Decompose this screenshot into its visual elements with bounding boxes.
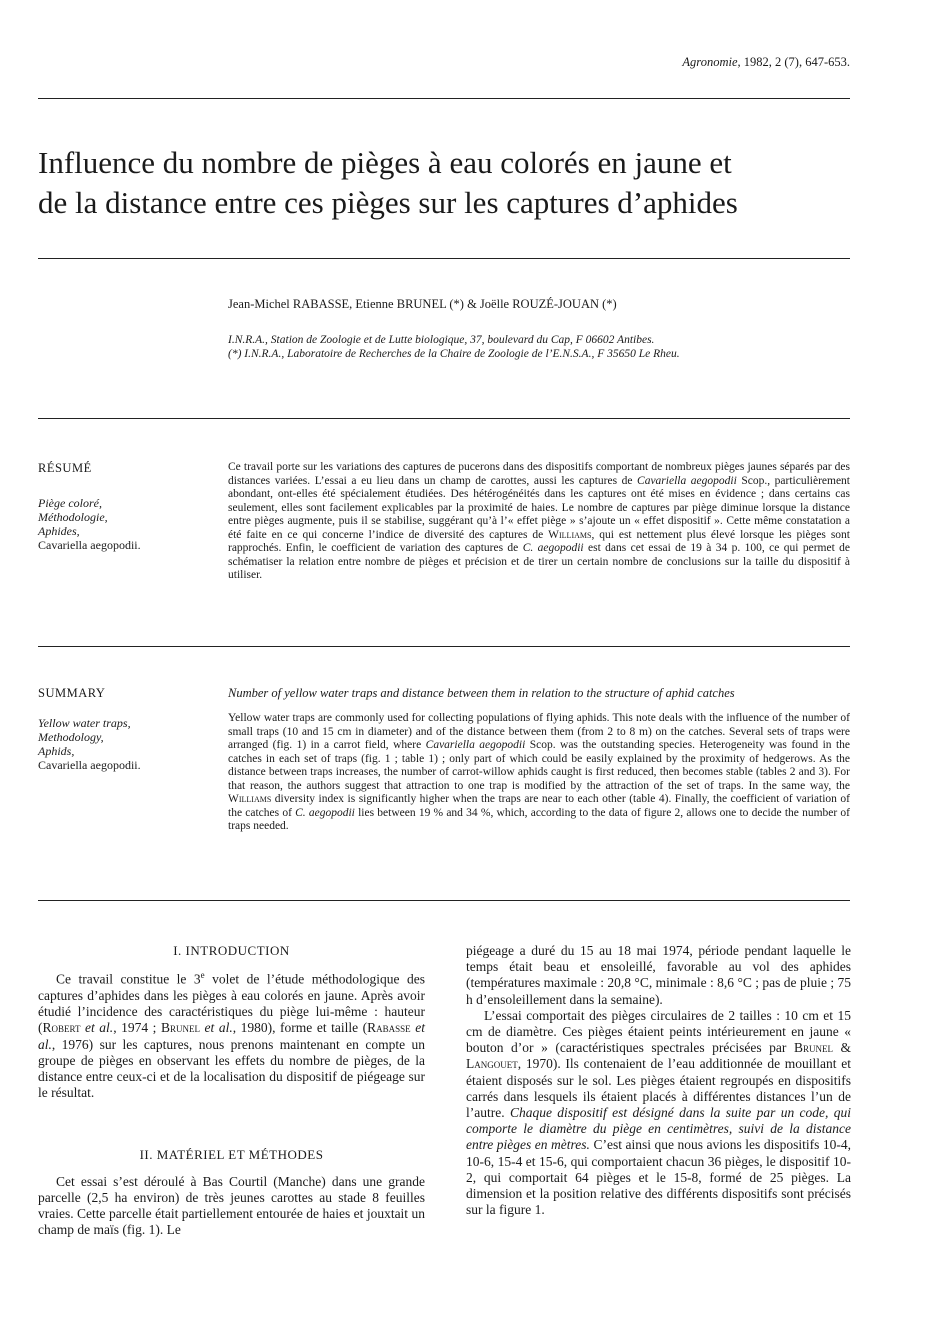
resume-species-name: Cavariella aegopodii: [637, 474, 737, 487]
summary-rule: [38, 900, 850, 901]
summary-keyword: Yellow water traps,: [38, 716, 131, 730]
affiliation-2: (*) I.N.R.A., Laboratoire de Recherches de la Chaire de Zoologie de l’E.N.S.A., F 35650 Le Rheu.: [228, 348, 680, 360]
resume-text-part: , qui est nettement plus élevé lorsque les pièges sont rapprochés. Enfin, le coefficient de variation des captures de: [228, 528, 850, 554]
resume-species-name: C. aegopodii: [522, 542, 584, 554]
methods-italic-definition: Chaque dispositif est désigné dans la suite par un code, qui comporte le diamètre du piège en centimètres, suivi de la distance entre pièges en mètres.: [466, 1105, 851, 1153]
methods-paragraph: Cet essai s’est déroulé à Bas Courtil (Manche) dans une grande parcelle (2,5 ha environ) de très jeunes carottes au stade 8 feuilles vraies. Cette parcelle était partiellement entourée de haies et jouxtait un champ de maïs (fig. 1). Le: [38, 1173, 425, 1238]
right-column: [466, 943, 851, 1218]
intro-paragraph: [38, 967, 425, 1101]
resume-text-part: Scop., particulièrement abondant, ont-elles été spécialement étudiées. Des hétérogénéités dans les captures ont été mises en évidence ; dans certains cas seulement, elles sont facilement explicables par la proximité de haies. Le nombre de captures par piège diminue lorsque la distance entre pièges augmente, puis il se stabilise, suggérant qu’à l’« effet piège » s’ajoute un « effet dispositif ». Cette même constatation a été faite en ce qui concerne l’indice de diversité des captures de: [228, 474, 851, 541]
summary-text-part: Yellow water traps are commonly used for collecting populations of flying aphids. This note deals with the influence of the number of small traps (10 and 15 cm in diameter) and of the distance between them (from 2 to 8 m) on the catches. Several sets of traps were arranged (fig. 1) in a carrot field, where: [228, 712, 850, 751]
left-column: [38, 943, 425, 1238]
summary-title: Number of yellow water traps and distance between them in relation to the structure of aphid catches: [228, 686, 735, 700]
authors-rule: [38, 418, 850, 419]
section-heading-introduction: I. INTRODUCTION: [173, 943, 290, 958]
cited-author: Rabasse: [367, 1020, 411, 1036]
resume-author-name: Williams: [548, 528, 592, 541]
summary-text: [228, 712, 850, 834]
resume-keyword: Aphides,: [38, 524, 80, 538]
methods-paragraph-continued: piégeage a duré du 15 au 18 mai 1974, période pendant laquelle le temps était beau et ensoleillé, favorable au vol des aphides (températures maximale : 20,8 °C, minimale : 8,6 °C ; pas de pluie ; 75 h d’ensoleillement dans la semaine).: [466, 943, 851, 1007]
cited-author: Robert: [42, 1020, 81, 1036]
header-rule: [38, 98, 850, 99]
methods-text-part: &: [832, 1040, 851, 1056]
affiliation-1: I.N.R.A., Station de Zoologie et de Lutte biologique, 37, boulevard du Cap, F 06602 Antibes.: [228, 334, 655, 346]
intro-text-part: volet de l’étude méthodologique des captures d’aphides dans les pièges à eau colorés en jaune. Après avoir étudié l’incidence des caractéristiques du piège lui-même : hauteur (: [38, 971, 425, 1036]
cited-etal: et al.: [80, 1020, 114, 1036]
article-title: [38, 143, 898, 223]
methods-text-part: C’est ainsi que nous avions les dispositifs 10-4, 10-6, 15-4 et 15-6, qui comportaient chacun 36 pièges, le dispositif 10-2, qui comportait 64 pièges et le 15-8, formé de 25 pièges. La dimension et la position relative des différents dispositifs sont précisés sur la figure 1.: [466, 1137, 851, 1218]
journal-citation: [682, 55, 850, 70]
authors: Jean-Michel RABASSE, Etienne BRUNEL (*) & Joëlle ROUZÉ-JOUAN (*): [228, 297, 617, 311]
cited-author: Brunel: [160, 1020, 200, 1036]
cited-author: Langouet: [466, 1056, 518, 1072]
journal-name: Agronomie,: [682, 55, 741, 69]
title-rule: [38, 258, 850, 259]
resume-keyword: Piège coloré,: [38, 496, 102, 510]
methods-paragraph: [466, 1008, 851, 1219]
cited-author: Brunel: [793, 1040, 833, 1056]
resume-text-part: Ce travail porte sur les variations des captures de pucerons dans des dispositifs comportant de nombreux pièges jaunes séparés par des distances variées. L’essai a eu lieu dans un champ de carottes, aussi les captures de: [228, 461, 850, 487]
summary-keyword: Methodology,: [38, 730, 104, 744]
resume-keyword: Méthodologie,: [38, 510, 108, 524]
resume-text: [228, 461, 850, 583]
intro-text-part: , 1974 ;: [113, 1020, 161, 1036]
resume-rule: [38, 646, 850, 647]
summary-text-part: diversity index is significantly higher when the traps are near to each other (table 4). Finally, the coefficient of variation of the catches of: [228, 793, 850, 819]
resume-sidebar: [38, 461, 208, 552]
summary-sidebar: [38, 686, 208, 772]
summary-author-name: Williams: [228, 793, 272, 805]
summary-keyword-species: Cavariella aegopodii.: [38, 758, 141, 772]
summary-text-part: Scop. was the outstanding species. Heterogeneity was found in the catches in each set of traps (fig. 1 ; table 1) ; only part of which could be easily explained by the proximity of hedgerows. As the distance between traps increases, the number of carrot-willow aphids caught is first reduced, then becomes stable (tables 2 and 3). For that reason, the authors suggest that attraction to one trap is modified by the attraction of the set of traps. In the same way, the: [228, 739, 851, 792]
summary-species-name: C. aegopodii: [295, 806, 355, 819]
affiliations: [228, 333, 868, 361]
intro-superscript: e: [200, 970, 205, 981]
methods-text-part: L’essai comportait des pièges circulaires de 2 tailles : 10 cm et 15 cm de diamètre. Ces pièges étaient peints intérieurement en jaune « bouton d’or » (caractéristiques spectrales précisées par: [466, 1007, 851, 1056]
resume-keyword-species: Cavariella aegopodii.: [38, 538, 141, 552]
title-line-1: Influence du nombre de pièges à eau colorés en jaune et: [38, 145, 732, 180]
cited-etal: et al.: [38, 1020, 425, 1052]
methods-text-part: , 1970). Ils contenaient de l’eau additionnée de mouillant et étaient disposés sur le sol. Les pièges étaient regroupés en dispositifs carrés dans lesquels ils étaient placés à différentes distances l’un de l’autre.: [466, 1056, 851, 1121]
cited-etal: et al.: [199, 1020, 233, 1036]
resume-text-part: est dans cet essai de 19 à 34 p. 100, ce qui permet de schématiser la relation entre nombre de pièges et précision et de tirer un certain nombre de conclusions sur la taille du dispositif à utiliser.: [228, 542, 851, 581]
summary-label: SUMMARY: [38, 686, 106, 700]
intro-text-part: , 1976) sur les captures, nous prenons maintenant en compte un groupe de pièges en observant les effets du nombre de pièges, de la distance entre ceux-ci et de la localisation du dispositif de piégeage sur le résultat.: [38, 1036, 425, 1101]
section-heading-methods: II. MATÉRIEL ET MÉTHODES: [139, 1147, 324, 1163]
intro-text-part: , 1980), forme et taille (: [232, 1020, 368, 1036]
summary-species-name: Cavariella aegopodii: [425, 739, 526, 751]
summary-text-part: lies between 19 % and 34 %, which, according to the data of figure 2, allows one to decide the number of traps needed.: [228, 806, 851, 832]
resume-label: RÉSUMÉ: [38, 461, 92, 475]
summary-keyword: Aphids,: [38, 744, 75, 758]
intro-text-part: Ce travail constitue le 3: [56, 971, 201, 987]
journal-details: 1982, 2 (7), 647-653.: [743, 55, 850, 69]
title-line-2: de la distance entre ces pièges sur les captures d’aphides: [38, 185, 738, 220]
